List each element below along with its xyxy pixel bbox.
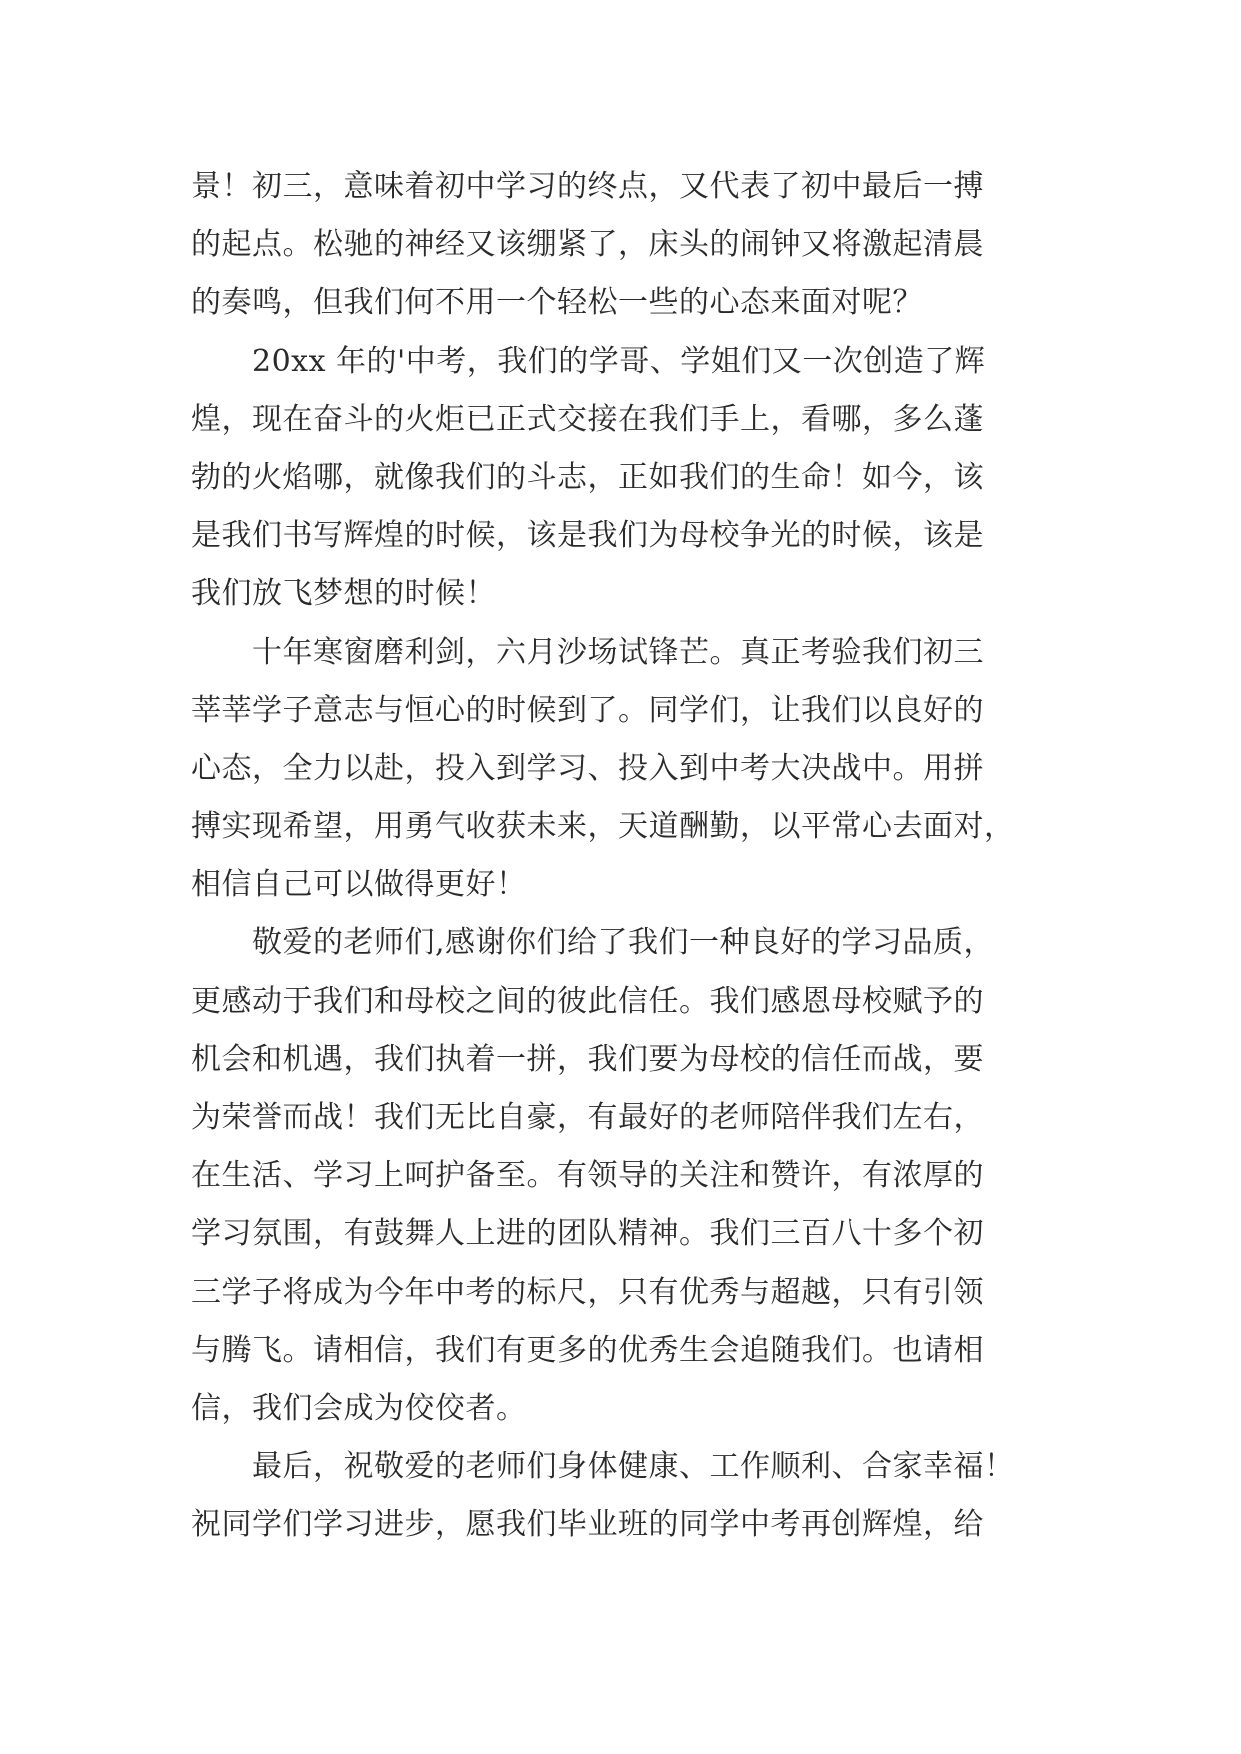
text-line: 的奏鸣，但我们何不用一个轻松一些的心态来面对呢？ — [191, 285, 923, 321]
text-line: 20xx 年的'中考，我们的学哥、学姐们又一次创造了辉 — [191, 343, 986, 379]
text-line: 景！初三，意味着初中学习的终点，又代表了初中最后一搏 — [191, 169, 984, 204]
text-line: 祝同学们学习进步，愿我们毕业班的同学中考再创辉煌，给 — [191, 1507, 984, 1543]
text-line: 更感动于我们和母校之间的彼此信任。我们感恩母校赋予的 — [191, 983, 984, 1019]
text-line: 我们放飞梦想的时候！ — [191, 576, 496, 612]
text-line: 莘莘学子意志与恒心的时候到了。同学们，让我们以良好的 — [191, 692, 984, 728]
text-line: 是我们书写辉煌的时候，该是我们为母校争光的时候，该是 — [191, 518, 984, 554]
text-line: 煌，现在奋斗的火炬已正式交接在我们手上，看哪，多么蓬 — [191, 401, 984, 437]
text-line: 三学子将成为今年中考的标尺，只有优秀与超越，只有引领 — [191, 1274, 984, 1310]
text-line: 心态，全力以赴，投入到学习、投入到中考大决战中。用拼 — [191, 750, 984, 786]
body-text — [191, 158, 1051, 1555]
text-line: 十年寒窗磨利剑，六月沙场试锋芒。真正考验我们初三 — [191, 634, 984, 670]
text-line: 最后，祝敬爱的老师们身体健康、工作顺利、合家幸福！ — [191, 1449, 1015, 1485]
text-line: 信，我们会成为佼佼者。 — [191, 1390, 527, 1426]
text-line: 与腾飞。请相信，我们有更多的优秀生会追随我们。也请相 — [191, 1332, 984, 1368]
text-line: 为荣誉而战！我们无比自豪，有最好的老师陪伴我们左右， — [191, 1100, 984, 1135]
text-line: 学习氛围，有鼓舞人上进的团队精神。我们三百八十多个初 — [191, 1216, 984, 1252]
text-line: 在生活、学习上呵护备至。有领导的关注和赞许，有浓厚的 — [191, 1158, 984, 1194]
text-line: 勃的火焰哪，就像我们的斗志，正如我们的生命！如今，该 — [191, 459, 984, 495]
text-line: 机会和机遇，我们执着一拼，我们要为母校的信任而战，要 — [191, 1041, 984, 1077]
text-line: 相信自己可以做得更好！ — [191, 867, 527, 903]
text-line: 敬爱的老师们,感谢你们给了我们一种良好的学习品质， — [191, 925, 995, 961]
text-line: 搏实现希望，用勇气收获未来，天道酬勤，以平常心去面对， — [191, 809, 1015, 845]
text-line: 的起点。松驰的神经又该绷紧了，床头的闹钟又将激起清晨 — [191, 227, 984, 263]
